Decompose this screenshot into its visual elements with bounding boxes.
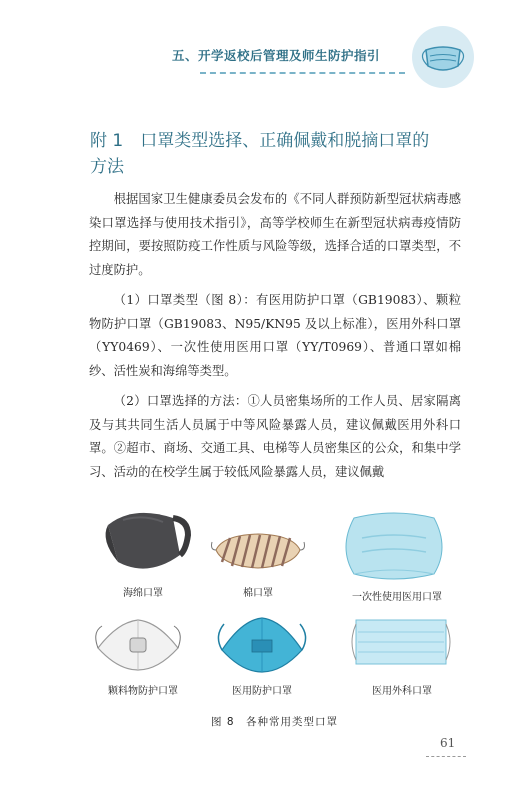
- surgical-mask-image: [346, 614, 456, 674]
- cotton-mask-image: [208, 520, 308, 584]
- disposable-mask-image: [334, 508, 454, 588]
- medical-protective-mask-image: [212, 612, 312, 680]
- chapter-heading-line1: 附 1 口罩类型选择、正确佩戴和脱摘口罩的: [90, 131, 430, 151]
- label-cotton-mask: 棉口罩: [243, 588, 273, 599]
- sponge-mask-image: [88, 500, 198, 584]
- particulate-mask-image: [88, 612, 188, 678]
- figure-caption: 图 8 各种常用类型口罩: [211, 716, 339, 728]
- label-medical-protective-mask: 医用防护口罩: [232, 686, 292, 697]
- paragraph-mask-types: [89, 289, 461, 383]
- paragraph-mask-selection-text: （2）口罩选择的方法：①人员密集场所的工作人员、居家隔离及与其共同生活人员属于中等风险暴露人员，建议佩戴医用外科口罩。②超市、商场、交通工具、电梯等人员密集区的公众，和集中学习、活动的在校学生属于较低风险暴露人员，建议佩戴: [89, 394, 461, 479]
- page-number-divider: [426, 756, 466, 757]
- label-particulate-mask: 颗料物防护口罩: [108, 686, 178, 697]
- page-number: 61: [440, 736, 456, 750]
- paragraph-intro-text: 根据国家卫生健康委员会发布的《不同人群预防新型冠状病毒感染口罩选择与使用技术指引》，高等学校师生在新型冠状病毒疫情防控期间，要按照防疫工作性质与风险等级，选择合适的口罩类型，不过度防护。: [89, 192, 461, 277]
- chapter-heading: [90, 128, 429, 180]
- label-disposable-mask: 一次性使用医用口罩: [352, 592, 442, 603]
- label-sponge-mask: 海绵口罩: [123, 588, 163, 599]
- running-header: 五、开学返校后管理及师生防护指引: [172, 48, 381, 63]
- header-divider: [200, 72, 405, 74]
- paragraph-intro: [89, 188, 461, 282]
- header-mask-icon: [412, 26, 474, 88]
- paragraph-mask-selection: [89, 390, 461, 484]
- label-surgical-mask: 医用外科口罩: [372, 686, 432, 697]
- chapter-heading-line2: 方法: [90, 157, 124, 177]
- paragraph-mask-types-text: （1）口罩类型（图 8）：有医用防护口罩（GB19083）、颗粒物防护口罩（GB19083、N95/KN95 及以上标准），医用外科口罩（YY0469）、一次性使用医用口罩（YY/T0969）、普通口罩如棉纱、活性炭和海绵等类型。: [89, 293, 461, 378]
